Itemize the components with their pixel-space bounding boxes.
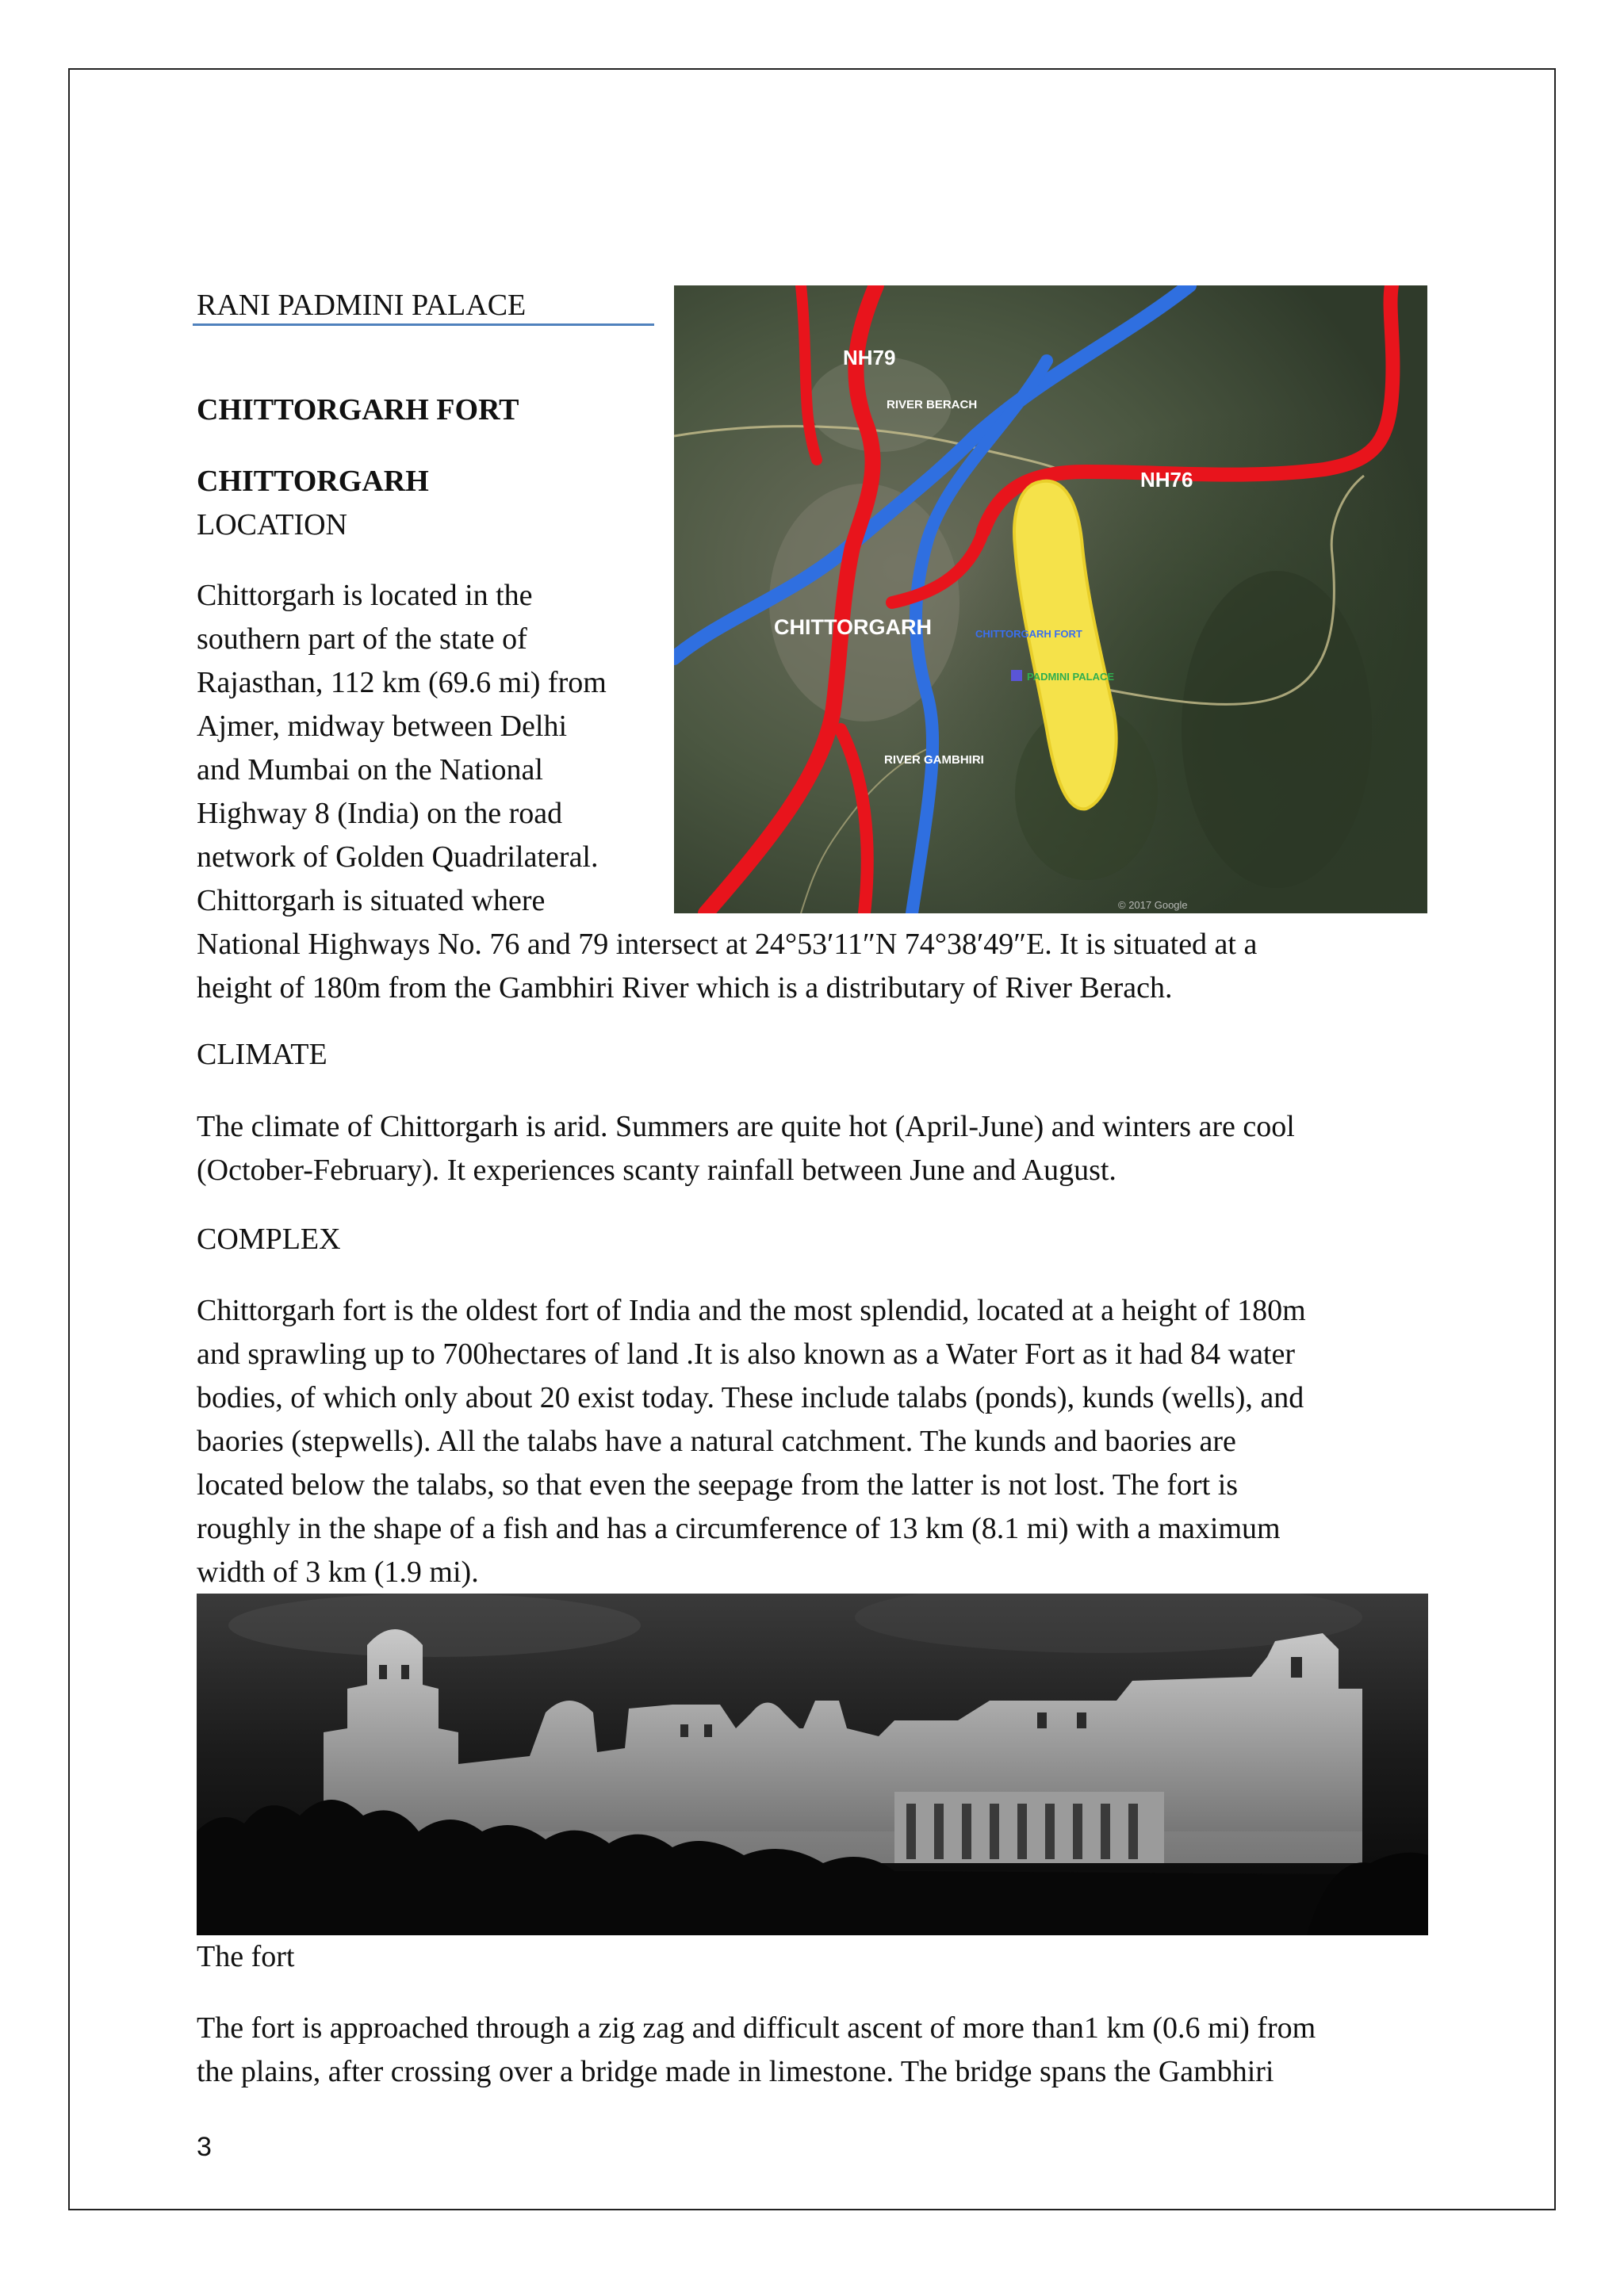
complex-line: baories (stepwells). All the talabs have a natural catchment. The kunds and baories are — [197, 1425, 1236, 1458]
fort-approach-paragraph — [197, 2007, 1316, 2094]
location-line: National Highways No. 76 and 79 intersect at 24°53′11″N 74°38′49″E. It is situated at a — [197, 928, 1258, 961]
complex-line: located below the talabs, so that even the seepage from the latter is not lost. The fort is — [197, 1468, 1239, 1502]
page-number: 3 — [197, 2132, 212, 2162]
label-chittorgarh-fort: CHITTORGARH FORT — [975, 628, 1082, 640]
label-river-berach: RIVER BERACH — [887, 398, 978, 411]
heading-climate: CLIMATE — [197, 1038, 327, 1071]
complex-paragraph — [197, 1289, 1306, 1594]
location-line: Ajmer, midway between Delhi — [197, 710, 568, 743]
heading-chittorgarh: CHITTORGARH — [197, 465, 429, 498]
climate-line: (October-February). It experiences scanty rainfall between June and August. — [197, 1154, 1116, 1187]
heading-complex: COMPLEX — [197, 1223, 341, 1256]
location-line: Highway 8 (India) on the road — [197, 797, 563, 830]
location-map — [674, 285, 1427, 913]
fort-approach-line: The fort is approached through a zig zag and difficult ascent of more than1 km (0.6 mi) from — [197, 2011, 1316, 2045]
palace-marker — [1011, 670, 1022, 681]
map-copyright: © 2017 Google — [1118, 899, 1188, 911]
heading-chittorgarh-fort: CHITTORGARH FORT — [197, 393, 519, 427]
page-title: RANI PADMINI PALACE — [197, 289, 527, 322]
complex-line: roughly in the shape of a fish and has a circumference of 13 km (8.1 mi) with a maximum — [197, 1512, 1281, 1545]
title-underline — [193, 323, 654, 326]
location-line: Rajasthan, 112 km (69.6 mi) from — [197, 666, 607, 699]
complex-line: bodies, of which only about 20 exist today. These include talabs (ponds), kunds (wells), and — [197, 1381, 1304, 1414]
location-line: Chittorgarh is situated where — [197, 884, 546, 917]
fort-photo — [197, 1594, 1428, 1935]
label-nh76: NH76 — [1140, 468, 1193, 492]
location-line: Chittorgarh is located in the — [197, 579, 533, 612]
complex-line: Chittorgarh fort is the oldest fort of India and the most splendid, located at a height of 180m — [197, 1294, 1306, 1327]
fort-approach-line: the plains, after crossing over a bridge made in limestone. The bridge spans the Gambhiri — [197, 2055, 1274, 2088]
climate-paragraph — [197, 1105, 1295, 1192]
photo-caption: The fort — [197, 1940, 295, 1973]
complex-line: width of 3 km (1.9 mi). — [197, 1556, 479, 1589]
label-river-gambhiri: RIVER GAMBHIRI — [884, 753, 984, 767]
label-nh79: NH79 — [843, 346, 896, 369]
climate-line: The climate of Chittorgarh is arid. Summers are quite hot (April-June) and winters are cool — [197, 1110, 1295, 1143]
label-chittorgarh: CHITTORGARH — [774, 615, 932, 639]
heading-location: LOCATION — [197, 508, 347, 541]
location-line: and Mumbai on the National — [197, 753, 543, 786]
location-line: southern part of the state of — [197, 622, 527, 656]
location-line: height of 180m from the Gambhiri River which is a distributary of River Berach. — [197, 971, 1173, 1004]
complex-line: and sprawling up to 700hectares of land .It is also known as a Water Fort as it had 84 water — [197, 1337, 1296, 1371]
location-line: network of Golden Quadrilateral. — [197, 840, 599, 874]
label-padmini-palace: PADMINI PALACE — [1027, 671, 1115, 683]
